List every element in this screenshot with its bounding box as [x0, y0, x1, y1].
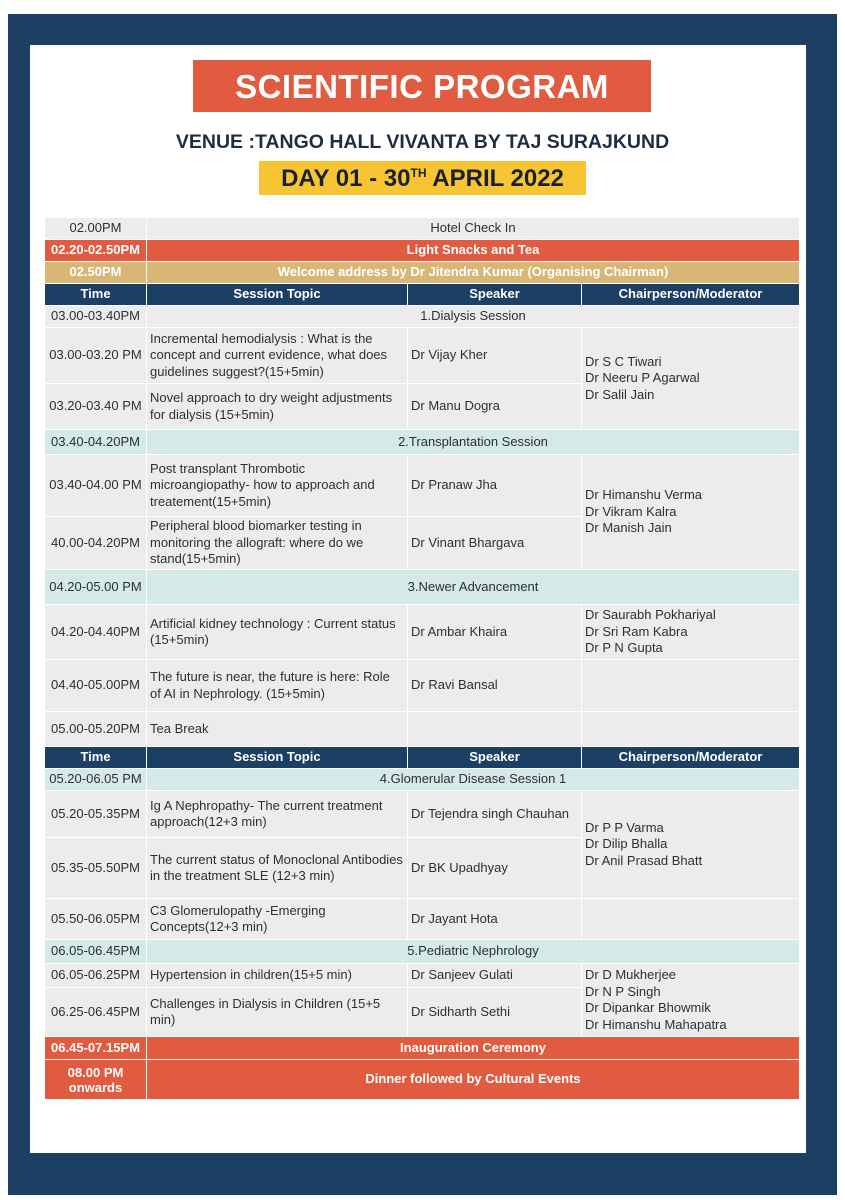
talk-speaker: Dr Vinant Bhargava — [408, 517, 582, 570]
talk-row — [45, 899, 800, 940]
table-row — [45, 240, 800, 262]
program-table — [44, 217, 800, 1100]
talk-time: 03.40-04.00 PM — [45, 455, 147, 517]
talk-speaker: Dr Sanjeev Gulati — [408, 964, 582, 988]
talk-speaker: Dr BK Upadhyay — [408, 838, 582, 899]
chair-cell — [582, 791, 800, 899]
chair-name: Dr Dipankar Bhowmik — [585, 1000, 711, 1015]
column-header-time: Time — [45, 284, 147, 306]
table-header-row — [45, 747, 800, 769]
chair-name: Dr Anil Prasad Bhatt — [585, 852, 703, 868]
day-banner — [259, 161, 586, 195]
table-row — [45, 262, 800, 284]
talk-speaker: Dr Ambar Khaira — [408, 605, 582, 660]
chair-name: Dr Vikram Kalra — [585, 503, 677, 519]
event-cell: Hotel Check In — [147, 218, 800, 240]
time-cell: 02.00PM — [45, 218, 147, 240]
session-row — [45, 940, 800, 964]
talk-topic: Artificial kidney technology : Current status (15+5min) — [147, 605, 408, 660]
talk-row — [45, 791, 800, 838]
talk-time: 04.40-05.00PM — [45, 660, 147, 712]
chair-name: Dr P N Gupta — [585, 640, 663, 656]
empty-cell — [408, 712, 582, 747]
talk-speaker: Dr Vijay Kher — [408, 328, 582, 384]
talk-speaker: Dr Manu Dogra — [408, 384, 582, 430]
chair-name: Dr Manish Jain — [585, 520, 672, 536]
table-header-row — [45, 284, 800, 306]
column-header-chair: Chairperson/Moderator — [582, 747, 800, 769]
chair-name: Dr Salil Jain — [585, 386, 655, 402]
session-title: 4.Glomerular Disease Session 1 — [147, 769, 800, 791]
column-header-speaker: Speaker — [408, 747, 582, 769]
talk-time: 05.50-06.05PM — [45, 899, 147, 940]
talk-time: 04.20-04.40PM — [45, 605, 147, 660]
talk-row — [45, 605, 800, 660]
talk-topic: Incremental hemodialysis : What is the concept and current evidence, what does guidelines suggest?(15+5min) — [147, 328, 408, 384]
talk-time: 06.05-06.25PM — [45, 964, 147, 988]
talk-topic: Hypertension in children(15+5 min) — [147, 964, 408, 988]
talk-time: 40.00-04.20PM — [45, 517, 147, 570]
day-prefix: DAY 01 - 30 — [281, 165, 411, 192]
time-cell: 08.00 PM onwards — [45, 1060, 147, 1100]
event-cell: Dinner followed by Cultural Events — [147, 1060, 800, 1100]
day-sup: TH — [410, 166, 427, 180]
talk-time: 03.00-03.20 PM — [45, 328, 147, 384]
chair-cell — [582, 455, 800, 570]
session-row — [45, 769, 800, 791]
break-label: Tea Break — [147, 712, 408, 747]
column-header-time: Time — [45, 747, 147, 769]
chair-name: Dr Sri Ram Kabra — [585, 623, 688, 639]
day-suffix: APRIL 2022 — [426, 165, 564, 192]
session-row — [45, 570, 800, 605]
talk-speaker: Dr Jayant Hota — [408, 899, 582, 940]
session-title: 1.Dialysis Session — [147, 306, 800, 328]
table-row — [45, 1060, 800, 1100]
column-header-chair: Chairperson/Moderator — [582, 284, 800, 306]
session-time: 05.20-06.05 PM — [45, 769, 147, 791]
talk-time: 06.25-06.45PM — [45, 988, 147, 1037]
break-time: 05.00-05.20PM — [45, 712, 147, 747]
column-header-topic: Session Topic — [147, 284, 408, 306]
talk-topic: Peripheral blood biomarker testing in monitoring the allograft: where do we stand(15+5min) — [147, 517, 408, 570]
talk-topic: Ig A Nephropathy- The current treatment approach(12+3 min) — [147, 791, 408, 838]
chair-cell — [582, 964, 800, 1037]
talk-row — [45, 455, 800, 517]
chair-name: Dr Neeru P Agarwal — [585, 370, 700, 386]
table-row — [45, 1037, 800, 1060]
session-time: 03.40-04.20PM — [45, 430, 147, 455]
talk-topic: Challenges in Dialysis in Children (15+5 min) — [147, 988, 408, 1037]
empty-cell — [582, 899, 800, 940]
talk-row — [45, 660, 800, 712]
session-time: 06.05-06.45PM — [45, 940, 147, 964]
session-title: 2.Transplantation Session — [147, 430, 800, 455]
talk-row — [45, 964, 800, 988]
event-cell: Light Snacks and Tea — [147, 240, 800, 262]
session-row — [45, 430, 800, 455]
time-cell: 02.20-02.50PM — [45, 240, 147, 262]
session-row — [45, 306, 800, 328]
talk-topic: Novel approach to dry weight adjustments for dialysis (15+5min) — [147, 384, 408, 430]
chair-name: Dr N P Singh — [585, 983, 661, 999]
session-title: 5.Pediatric Nephrology — [147, 940, 800, 964]
empty-cell — [582, 660, 800, 712]
talk-row — [45, 328, 800, 384]
talk-row — [45, 712, 800, 747]
chair-cell — [582, 605, 800, 660]
chair-name: Dr S C Tiwari — [585, 353, 662, 369]
chair-name: Dr Himanshu Verma — [585, 487, 703, 503]
talk-topic: The current status of Monoclonal Antibodies in the treatment SLE (12+3 min) — [147, 838, 408, 899]
talk-time: 05.35-05.50PM — [45, 838, 147, 899]
chair-name: Dr Himanshu Mahapatra — [585, 1016, 727, 1032]
venue-line: VENUE :TANGO HALL VIVANTA BY TAJ SURAJKUND — [175, 131, 670, 153]
column-header-topic: Session Topic — [147, 747, 408, 769]
event-cell: Inauguration Ceremony — [147, 1037, 800, 1060]
talk-time: 05.20-05.35PM — [45, 791, 147, 838]
column-header-speaker: Speaker — [408, 284, 582, 306]
chair-name: Dr D Mukherjee — [585, 967, 677, 982]
talk-speaker: Dr Pranaw Jha — [408, 455, 582, 517]
session-time: 03.00-03.40PM — [45, 306, 147, 328]
talk-speaker: Dr Ravi Bansal — [408, 660, 582, 712]
chair-name: Dr Saurabh Pokhariyal — [585, 607, 716, 623]
event-cell: Welcome address by Dr Jitendra Kumar (Organising Chairman) — [147, 262, 800, 284]
table-row — [45, 218, 800, 240]
chair-name: Dr P P Varma — [585, 819, 664, 835]
chair-name: Dr Dilip Bhalla — [585, 836, 668, 852]
talk-speaker: Dr Tejendra singh Chauhan — [408, 791, 582, 838]
talk-topic: Post transplant Thrombotic microangiopathy- how to approach and treatement(15+5min) — [147, 455, 408, 517]
talk-time: 03.20-03.40 PM — [45, 384, 147, 430]
page-title: SCIENTIFIC PROGRAM — [193, 60, 651, 112]
empty-cell — [582, 712, 800, 747]
time-cell: 06.45-07.15PM — [45, 1037, 147, 1060]
talk-topic: The future is near, the future is here: Role of AI in Nephrology. (15+5min) — [147, 660, 408, 712]
talk-speaker: Dr Sidharth Sethi — [408, 988, 582, 1037]
time-cell: 02.50PM — [45, 262, 147, 284]
session-time: 04.20-05.00 PM — [45, 570, 147, 605]
chair-cell — [582, 328, 800, 430]
session-title: 3.Newer Advancement — [147, 570, 800, 605]
talk-topic: C3 Glomerulopathy -Emerging Concepts(12+3 min) — [147, 899, 408, 940]
